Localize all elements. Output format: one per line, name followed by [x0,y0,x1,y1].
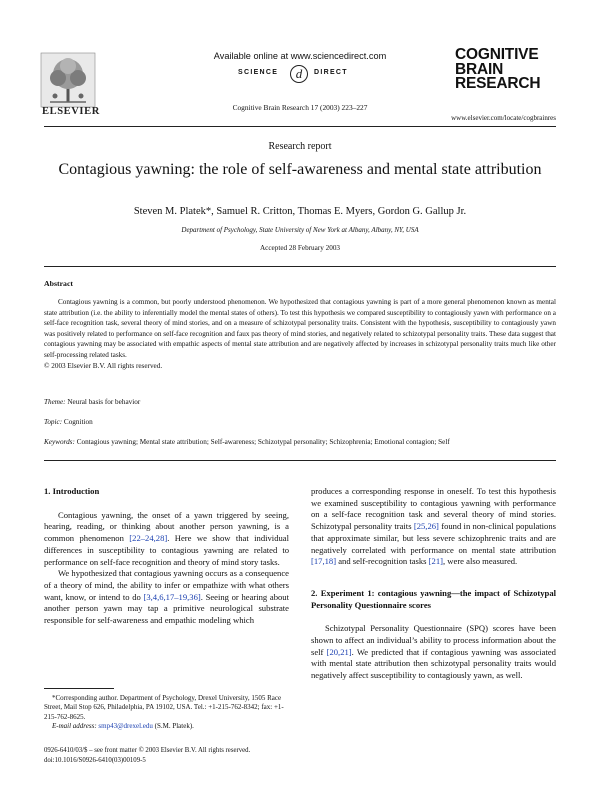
theme-line [44,398,140,406]
keywords-value: Contagious yawning; Mental state attribution; Self-awareness; Schizotypal personality; Schizophrenia; Emotional contagion; Self [76,438,450,446]
sciencedirect-logo [230,64,370,84]
citation-link[interactable]: [22–24,28] [129,533,168,544]
masthead-line: BRAIN [455,60,504,78]
citation-link[interactable]: [21] [428,556,443,567]
intro-paragraph-1: Contagious yawning, the onset of a yawn triggered by seeing, hearing, reading, or thinking about another person yawning, is a common phenomenon [22–24,28]. Here we show that individual differences in susceptibility to contagious yawning are related to performance on self-face recognition and theory of mind story tasks. [44,509,289,567]
journal-url[interactable]: www.elsevier.com/locate/cogbrainres [451,114,556,122]
affiliation: Department of Psychology, State University of New York at Albany, Albany, NY, USA [181,226,419,234]
abstract-heading: Abstract [44,279,74,288]
svg-text:d: d [295,66,303,81]
email-link[interactable]: smp43@drexel.edu [98,722,153,731]
article-title: Contagious yawning: the role of self-awareness and mental state attribution [58,161,542,178]
intro-paragraph-2: We hypothesized that contagious yawning occurs as a consequence of a theory of mind, the ability to infer or empathize with what others want, know, or intend to do [3,4,6,17–19,36]. Seeing or hearing about another person yawn may tap a primitive neurological substrate responsible for self-awareness and empathic modeling which [44,568,289,626]
citation-link[interactable]: [20,21] [326,646,352,657]
experiment-paragraph-1: Schizotypal Personality Questionnaire (SPQ) scores have been shown to affect an individual’s ability to process information about the self [20,21]. We predicted that if contagious yawning was associated with mental state attribution then schizotypal personality traits would negatively affect susceptibility to contagiously yawn, as well. [311,623,556,681]
citation-link[interactable]: [25,26] [413,521,439,532]
footnote-rule [44,688,114,689]
abstract-body [44,297,556,371]
article-type: Research report [268,141,332,152]
issn-line: 0926-6410/03/$ – see front matter © 2003 Elsevier B.V. All rights reserved. [44,747,251,754]
masthead-line: RESEARCH [455,75,541,92]
corresponding-author-note: *Corresponding author. Department of Psychology, Drexel University, 1505 Race Street, Mail Stop 626, Philadelphia, PA 19102, USA. Tel.: +1-215-762-8342; fax: +1-215-762-8625. [44,694,284,721]
topic-value: Cognition [63,418,93,426]
keywords-label: Keywords: [44,438,75,446]
abstract-bottom-rule [44,460,556,461]
abstract-copyright: © 2003 Elsevier B.V. All rights reserved. [44,361,163,370]
citation-link[interactable]: [3,4,6,17–19,36] [143,591,201,602]
journal-masthead [455,48,555,92]
theme-value: Neural basis for behavior [67,398,141,406]
accepted-date: Accepted 28 February 2003 [259,244,341,252]
available-online-text: Available online at www.sciencedirect.com [213,51,387,61]
email-label: E-mail address: [52,722,97,731]
citation-link[interactable]: [17,18] [311,556,337,567]
masthead-line: COGNITIVE [455,46,539,63]
header-rule [44,126,556,127]
journal-citation: Cognitive Brain Research 17 (2003) 223–227 [232,103,368,112]
footnote [44,694,289,732]
doi-line[interactable]: doi:10.1016/S0926-6410(03)00109-5 [44,757,146,764]
sciencedirect-left: SCIENCE [238,69,279,76]
section-heading-introduction: 1. Introduction [44,486,100,496]
topic-line [44,418,93,426]
publisher-name: ELSEVIER [42,106,100,117]
sciencedirect-right: DIRECT [314,69,348,76]
abstract-top-rule [44,266,556,267]
left-column [44,486,289,627]
intro-paragraph-2-continued: produces a corresponding response in oneself. To test this hypothesis we examined susceptibility to contagious yawning with performance on a self-face recognition task and several theory of mind stories. Schizotypal personality traits [25,26] found in non-clinical populations that approximate similar, but less severe schizophrenic traits and are negatively correlated with performance on mental state attribution [17,18] and self-recognition tasks [21], were also measured. [311,486,556,567]
email-line: E-mail address: smp43@drexel.edu (S.M. Platek). [52,722,194,731]
topic-label: Topic: [44,418,63,426]
abstract-text: Contagious yawning is a common, but poorly understood phenomenon. We hypothesized that contagious yawning is part of a more general phenomenon known as mental state attribution (i.e. the ability to inferentially model the mental states of others). To test this hypothesis we compared susceptibility to contagiously yawn with performance on a self-face recognition task, several theory of mind stories, and on a measure of schizotypal personality traits. Consistent with the hypothesis, susceptibility to contagiously yawn was positively related to performance on self-face recognition and faux pas theory of mind stories, and negatively related to schizotypal personality traits. These data suggest that contagious yawning may be associated with empathic aspects of mental state attribution and are negatively affected by increases in schizotypal personality traits much like other self-processing related tasks. [44,298,556,359]
keywords-line [44,438,450,446]
sciencedirect-d-icon [286,64,312,84]
section-heading-experiment-1: 2. Experiment 1: contagious yawning—the impact of Schizotypal Personality Questionnaire scores [311,587,556,610]
author-list: Steven M. Platek*, Samuel R. Critton, Thomas E. Myers, Gordon G. Gallup Jr. [133,206,467,217]
right-column [311,486,556,682]
theme-label: Theme: [44,398,66,406]
